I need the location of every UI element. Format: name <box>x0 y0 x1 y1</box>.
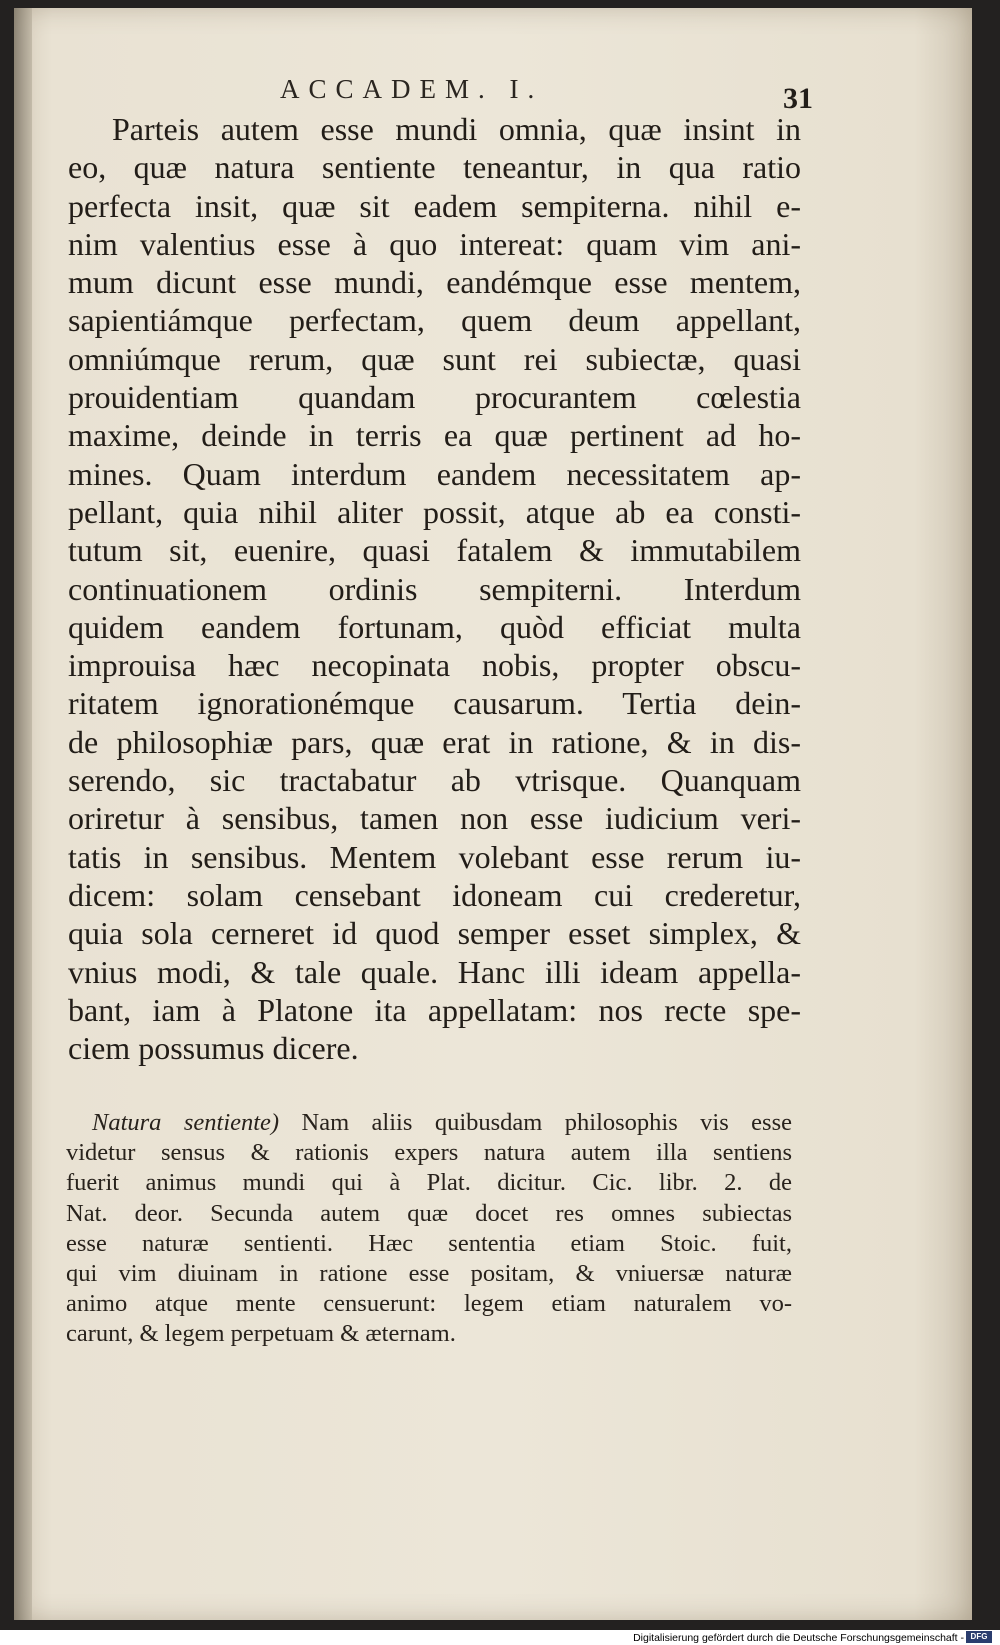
text-line: Parteis autem esse mundi omnia, quæ insint in <box>112 111 801 147</box>
text-line: tutum sit, euenire, quasi fatalem & immutabilem <box>68 532 801 569</box>
note-line: qui vim diuinam in ratione esse positam, & vniuersæ naturæ <box>66 1260 792 1288</box>
text-line: ritatem ignorationémque causarum. Tertia dein- <box>68 685 801 722</box>
main-text <box>68 110 801 1067</box>
text-line: dicem: solam censebant idoneam cui crederetur, <box>68 876 801 913</box>
text-line: sapientiámque perfectam, quem deum appellant, <box>68 302 801 339</box>
note-lemma: Natura sentiente) <box>92 1109 280 1136</box>
note-line: fuerit animus mundi qui à Plat. dicitur. Cic. libr. 2. de <box>66 1169 792 1197</box>
dfg-logo: DFG <box>966 1631 992 1643</box>
text-line: omniúmque rerum, quæ sunt rei subiectæ, quasi <box>68 340 801 377</box>
note-line: videtur sensus & rationis expers natura autem illa sentiens <box>66 1139 792 1167</box>
text-line: improuisa hæc necopinata nobis, propter obscu- <box>68 647 801 684</box>
text-line: mines. Quam interdum eandem necessitatem ap- <box>68 455 801 492</box>
text-line: de philosophiæ pars, quæ erat in ratione, & in dis- <box>68 723 801 760</box>
text-line: nim valentius esse à quo intereat: quam vim ani- <box>68 225 801 262</box>
text-line: eo, quæ natura sentiente teneantur, in qua ratio <box>68 149 801 186</box>
text-line: bant, iam à Platone ita appellatam: nos recte spe- <box>68 991 801 1028</box>
text-line: maxime, deinde in terris ea quæ pertinent ad ho- <box>68 417 801 454</box>
digitization-credit: Digitalisierung gefördert durch die Deutsche Forschungsgemeinschaft - <box>633 1632 964 1644</box>
text-line: serendo, sic tractabatur ab vtrisque. Quanquam <box>68 762 801 799</box>
text-line: quia sola cerneret id quod semper esset simplex, & <box>68 915 801 952</box>
text-line: continuationem ordinis sempiterni. Interdum <box>68 570 801 607</box>
text-line: oriretur à sensibus, tamen non esse iudicium veri- <box>68 800 801 837</box>
page-number: 31 <box>783 82 813 115</box>
running-head: ACCADEM. I. <box>280 74 544 104</box>
page-gutter <box>14 8 32 1620</box>
note-line: esse naturæ sentienti. Hæc sententia etiam Stoic. fuit, <box>66 1229 792 1257</box>
note-line <box>66 1108 792 1138</box>
commentary-note <box>66 1108 792 1350</box>
text-line: tatis in sensibus. Mentem volebant esse rerum iu- <box>68 838 801 875</box>
note-line: carunt, & legem perpetuam & æternam. <box>66 1320 456 1348</box>
text-line: ciem possumus dicere. <box>68 1030 359 1067</box>
note-line: Nat. deor. Secunda autem quæ docet res omnes subiectas <box>66 1199 792 1227</box>
text-line: pellant, quia nihil aliter possit, atque ab ea consti- <box>68 493 801 530</box>
text-line: perfecta insit, quæ sit eadem sempiterna. nihil e- <box>68 187 801 224</box>
note-text: Nam aliis quibusdam philosophis vis esse <box>279 1109 792 1136</box>
text-line: mum dicunt esse mundi, eandémque esse mentem, <box>68 264 801 301</box>
note-line: animo atque mente censuerunt: legem etiam naturalem vo- <box>66 1290 792 1318</box>
text-line: vnius modi, & tale quale. Hanc illi ideam appella- <box>68 953 801 990</box>
text-line: prouidentiam quandam procurantem cœlestia <box>68 379 801 416</box>
text-line: quidem eandem fortunam, quòd efficiat multa <box>68 608 801 645</box>
